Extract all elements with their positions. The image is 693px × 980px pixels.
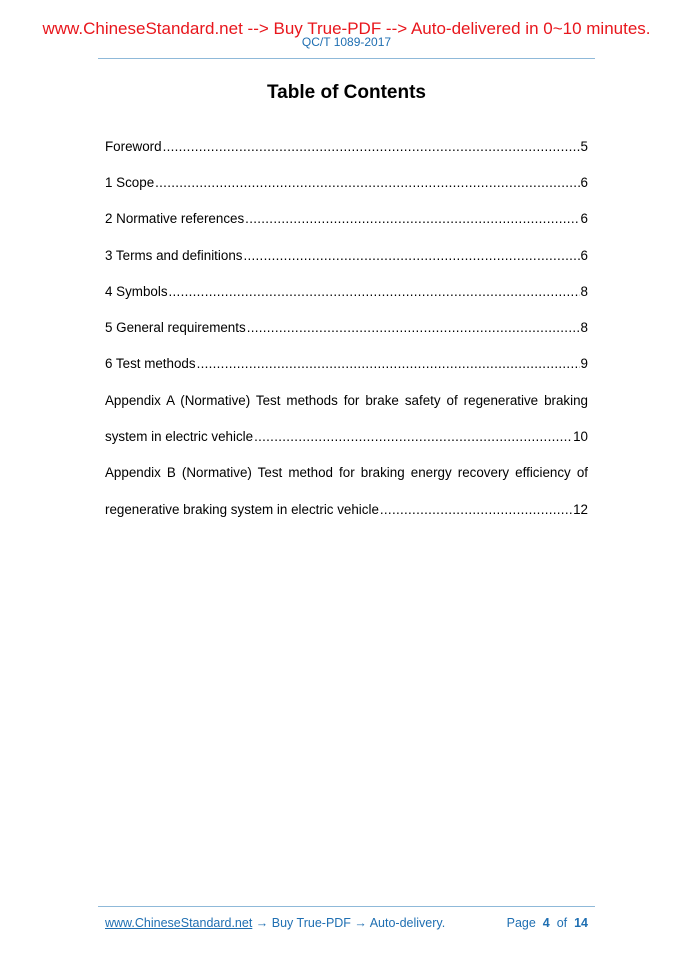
footer-divider xyxy=(98,906,595,907)
toc-leader-dots xyxy=(155,175,579,191)
footer-promo-text: → Buy True-PDF → Auto-delivery. xyxy=(252,916,446,930)
toc-entry-general-requirements[interactable] xyxy=(105,320,588,336)
toc-entry-label: 5 General requirements xyxy=(105,320,246,335)
toc-entry-symbols[interactable] xyxy=(105,284,588,300)
toc-entry-page: 6 xyxy=(580,211,588,226)
toc-leader-dots xyxy=(380,502,572,518)
toc-entry-terms-definitions[interactable] xyxy=(105,248,588,264)
toc-entry-test-methods[interactable] xyxy=(105,356,588,372)
toc-leader-dots xyxy=(254,429,572,445)
toc-entry-page: 10 xyxy=(573,429,588,444)
toc-entry-appendix-b[interactable] xyxy=(105,502,588,518)
toc-entry-label: 2 Normative references xyxy=(105,211,245,226)
toc-entry-page: 12 xyxy=(573,502,588,517)
toc-entry-label: 1 Scope xyxy=(105,175,155,190)
toc-leader-dots xyxy=(245,211,579,227)
toc-entry-page: 8 xyxy=(580,320,588,335)
toc-entry-page: 9 xyxy=(580,356,588,371)
toc-entry-label: Foreword xyxy=(105,139,162,154)
page-current: 4 xyxy=(542,916,550,930)
footer-promo xyxy=(105,916,445,931)
toc-leader-dots xyxy=(197,356,580,372)
toc-entry-page: 6 xyxy=(580,175,588,190)
toc-entry-appendix-a-line1[interactable]: Appendix A (Normative) Test methods for brake safety of regenerative braking xyxy=(105,393,588,408)
toc-entry-label: system in electric vehicle xyxy=(105,429,254,444)
toc-entry-scope[interactable] xyxy=(105,175,588,191)
toc-entry-label: 6 Test methods xyxy=(105,356,196,371)
toc-entry-appendix-a[interactable] xyxy=(105,429,588,445)
site-banner[interactable]: www.ChineseStandard.net --> Buy True-PDF --> Auto-delivered in 0~10 minutes. xyxy=(42,19,651,38)
toc-leader-dots xyxy=(169,284,580,300)
document-code: QC/T 1089-2017 xyxy=(301,35,392,49)
page-total: 14 xyxy=(574,916,588,930)
page-of: of xyxy=(556,916,568,930)
toc-entry-normative-references[interactable] xyxy=(105,211,588,227)
toc-entry-foreword[interactable] xyxy=(105,139,588,155)
toc-entry-appendix-b-line1[interactable]: Appendix B (Normative) Test method for braking energy recovery efficiency of xyxy=(105,465,588,480)
page-word: Page xyxy=(506,916,536,930)
toc-leader-dots xyxy=(163,139,580,155)
footer-site-link[interactable]: www.ChineseStandard.net xyxy=(105,916,253,930)
header-divider xyxy=(98,58,595,59)
toc-leader-dots xyxy=(247,320,580,336)
toc-entry-page: 6 xyxy=(580,248,588,263)
page-title: Table of Contents xyxy=(266,82,427,103)
toc-entry-label: 3 Terms and definitions xyxy=(105,248,243,263)
toc-entry-page: 5 xyxy=(580,139,588,154)
toc-entry-label: 4 Symbols xyxy=(105,284,168,299)
page-number xyxy=(507,916,588,931)
toc-leader-dots xyxy=(243,248,579,264)
toc-entry-page: 8 xyxy=(580,284,588,299)
toc-entry-label: regenerative braking system in electric vehicle xyxy=(105,502,379,517)
